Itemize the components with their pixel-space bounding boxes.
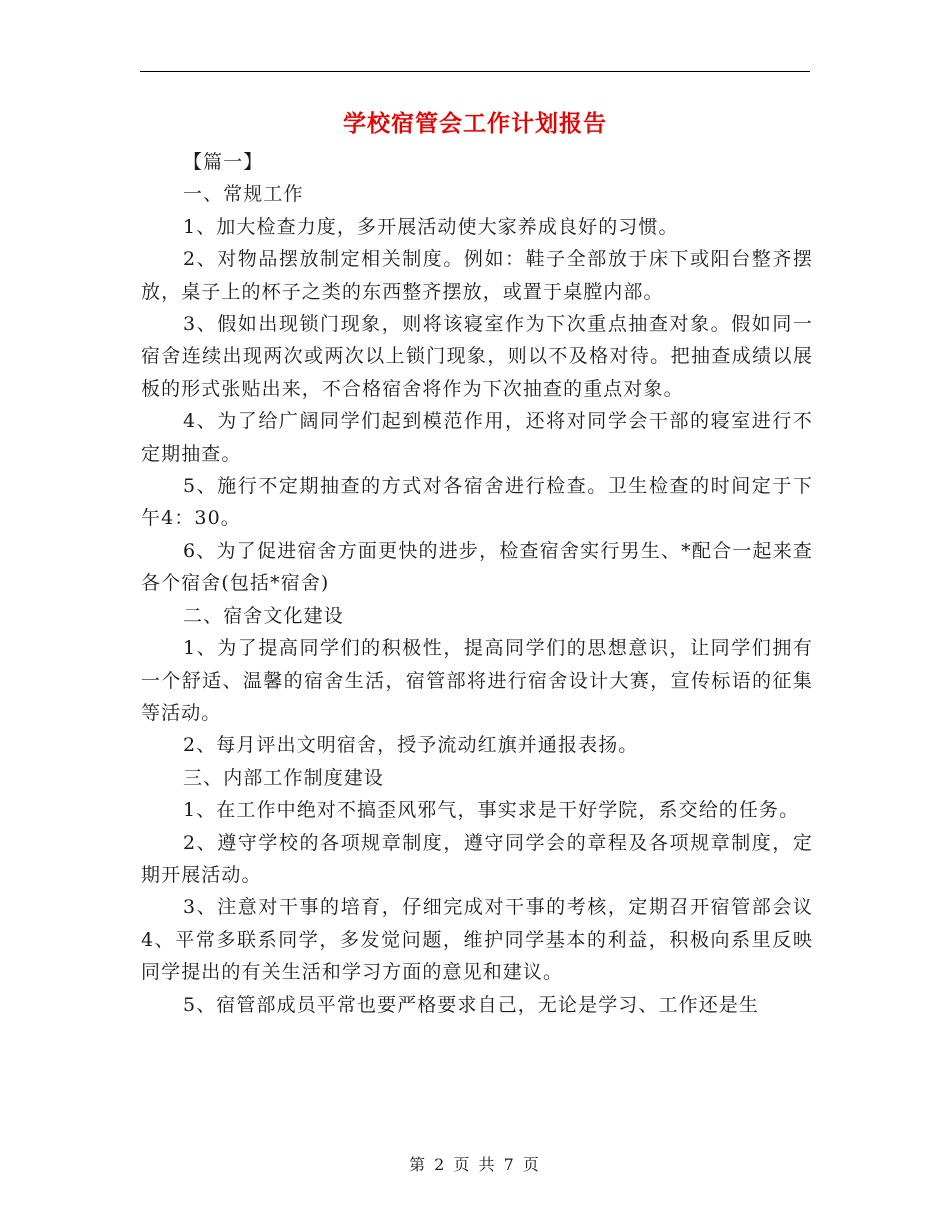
paragraph: 2、遵守学校的各项规章制度，遵守同学会的章程及各项规章制度，定期开展活动。	[141, 831, 813, 886]
paragraph: 4、为了给广阔同学们起到模范作用，还将对同学会干部的寝室进行不定期抽查。	[141, 410, 813, 465]
section-label: 【篇一】	[183, 151, 264, 173]
paragraph: 3、注意对干事的培育，仔细完成对干事的考核，定期召开宿管部会议4、平常多联系同学，多发觉问题，维护同学基本的利益，积极向系里反映同学提出的有关生活和学习方面的意见和建议。	[141, 896, 813, 984]
page-number: 第 2 页 共 7 页	[409, 1155, 541, 1174]
paragraph: 1、在工作中绝对不搞歪风邪气，事实求是干好学院，系交给的任务。	[183, 799, 800, 822]
paragraph: 5、宿管部成员平常也要严格要求自己，无论是学习、工作还是生	[183, 993, 759, 1016]
paragraph: 5、施行不定期抽查的方式对各宿舍进行检查。卫生检查的时间定于下午4：30。	[141, 475, 813, 530]
header-rule	[140, 71, 810, 72]
document-body	[141, 146, 813, 1021]
paragraph: 1、加大检查力度，多开展活动使大家养成良好的习惯。	[183, 215, 679, 238]
paragraph: 6、为了促进宿舍方面更快的进步，检查宿舍实行男生、*配合一起来查各个宿舍(包括*宿舍)	[141, 539, 813, 595]
paragraph: 2、对物品摆放制定相关制度。例如：鞋子全部放于床下或阳台整齐摆放，桌子上的杯子之类的东西整齐摆放，或置于桌膛内部。	[141, 248, 813, 303]
document-title: 学校宿管会工作计划报告	[343, 111, 607, 137]
section-heading: 二、宿舍文化建设	[183, 604, 344, 627]
paragraph: 3、假如出现锁门现象，则将该寝室作为下次重点抽查对象。假如同一宿舍连续出现两次或两次以上锁门现象，则以不及格对待。把抽查成绩以展板的形式张贴出来，不合格宿舍将作为下次抽查的重点对象。	[141, 313, 813, 400]
section-heading: 一、常规工作	[183, 183, 304, 206]
section-heading: 三、内部工作制度建设	[183, 766, 385, 789]
paragraph: 1、为了提高同学们的积极性，提高同学们的思想意识，让同学们拥有一个舒适、温馨的宿舍生活，宿管部将进行宿舍设计大赛，宣传标语的征集等活动。	[141, 637, 813, 724]
paragraph: 2、每月评出文明宿舍，授予流动红旗并通报表扬。	[183, 734, 639, 757]
